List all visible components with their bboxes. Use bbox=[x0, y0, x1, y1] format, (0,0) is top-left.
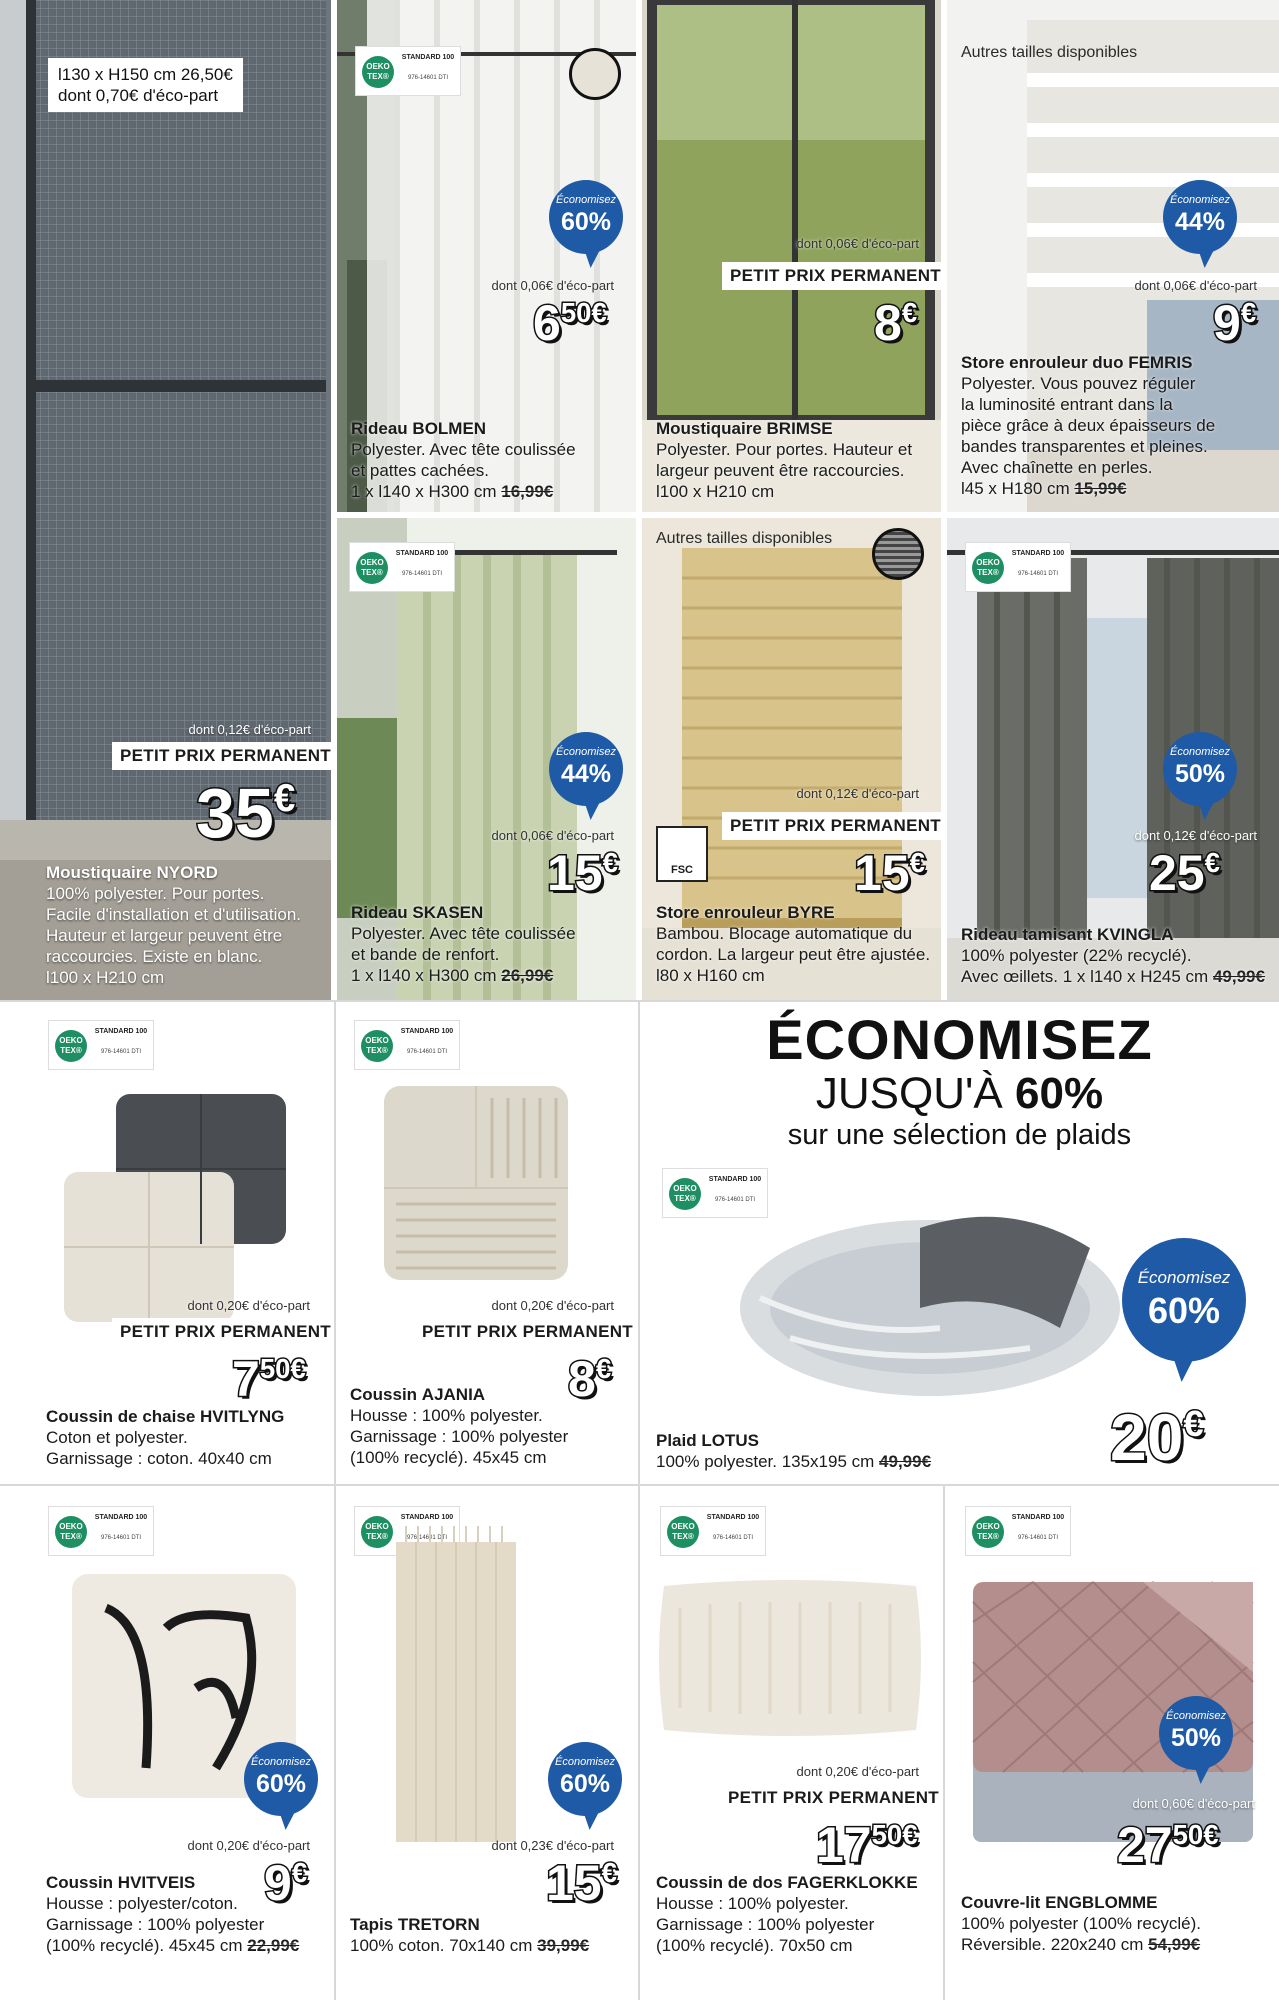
engblomme-price-main: 27 bbox=[1117, 1817, 1173, 1873]
nyord-dims: l100 x H210 cm bbox=[46, 968, 165, 987]
product-tile-bolmen[interactable] bbox=[337, 0, 636, 512]
promo-headline bbox=[640, 1010, 1279, 1152]
fagerklokke-eco-part: dont 0,20€ d'éco-part bbox=[796, 1764, 919, 1779]
fagerklokke-desc-1: Housse : 100% polyester. bbox=[656, 1894, 849, 1913]
product-tile-kvingla[interactable] bbox=[947, 518, 1279, 1000]
tretorn-discount-badge bbox=[548, 1742, 622, 1816]
kvingla-name-prefix: Rideau tamisant bbox=[961, 925, 1093, 944]
engblomme-name: ENGBLOMME bbox=[1045, 1893, 1158, 1912]
ajania-price-cents: € bbox=[595, 1353, 612, 1385]
skasen-eco-part: dont 0,06€ d'éco-part bbox=[491, 828, 614, 843]
femris-badge-value: 44% bbox=[1174, 208, 1226, 236]
femris-dims: l45 x H180 cm bbox=[961, 479, 1070, 498]
tretorn-name: TRETORN bbox=[397, 1915, 480, 1934]
oeko-logo-icon: OEKO TEX® bbox=[972, 552, 1004, 584]
oeko-code: 976-14601 DTI bbox=[406, 1535, 448, 1541]
oeko-code: 976-14601 DTI bbox=[100, 1535, 142, 1541]
tretorn-name-prefix: Tapis bbox=[350, 1915, 394, 1934]
nyord-desc-1: 100% polyester. Pour portes. bbox=[46, 884, 265, 903]
skasen-dims: 1 x l140 x H300 cm bbox=[351, 966, 497, 985]
fagerklokke-oeko-label bbox=[660, 1506, 766, 1556]
hvitveis-discount-badge bbox=[244, 1742, 318, 1816]
promo-line-1: ÉCONOMISEZ bbox=[766, 1008, 1153, 1071]
lotus-name: LOTUS bbox=[701, 1431, 759, 1450]
lotus-badge-value: 60% bbox=[1147, 1290, 1221, 1331]
engblomme-oeko-label bbox=[965, 1506, 1071, 1556]
hvitlyng-price-cents: 50€ bbox=[259, 1353, 306, 1385]
product-tile-fagerklokke[interactable] bbox=[640, 1486, 943, 2000]
bolmen-fabric-swatch bbox=[569, 48, 621, 100]
oeko-logo-icon: OEKO TEX® bbox=[669, 1178, 701, 1210]
product-tile-hvitlyng[interactable] bbox=[0, 1002, 334, 1484]
oeko-standard: STANDARD 100 bbox=[708, 1176, 762, 1183]
oeko-logo-icon: OEKO TEX® bbox=[55, 1516, 87, 1548]
femris-old-price: 15,99€ bbox=[1074, 479, 1127, 498]
nyord-price-cents: € bbox=[273, 776, 296, 820]
byre-eco-part: dont 0,12€ d'éco-part bbox=[796, 786, 919, 801]
tretorn-old-price: 39,99€ bbox=[537, 1936, 590, 1955]
brimse-price-main: 8 bbox=[874, 295, 902, 351]
skasen-desc-2: et bande de renfort. bbox=[351, 945, 500, 964]
promo-line-2a: JUSQU'À bbox=[815, 1069, 1016, 1118]
femris-description bbox=[961, 352, 1261, 499]
hvitveis-price-main: 9 bbox=[264, 1855, 292, 1911]
skasen-price bbox=[547, 845, 618, 901]
engblomme-discount-badge bbox=[1159, 1696, 1233, 1770]
byre-other-sizes: Autres tailles disponibles bbox=[656, 530, 833, 547]
byre-price-cents: € bbox=[909, 847, 925, 879]
femris-desc-1: Polyester. Vous pouvez réguler bbox=[961, 374, 1196, 393]
bolmen-desc-2: et pattes cachées. bbox=[351, 461, 489, 480]
kvingla-description bbox=[961, 924, 1277, 987]
bolmen-dims: 1 x l140 x H300 cm bbox=[351, 482, 497, 501]
product-tile-tretorn[interactable] bbox=[336, 1486, 638, 2000]
ajania-oeko-label bbox=[354, 1020, 460, 1070]
oeko-standard: STANDARD 100 bbox=[1011, 550, 1065, 557]
kvingla-old-price: 49,99€ bbox=[1212, 967, 1265, 986]
skasen-name: SKASEN bbox=[412, 903, 484, 922]
femris-price-main: 9 bbox=[1213, 295, 1241, 351]
badge-label: Économisez bbox=[1166, 1710, 1226, 1722]
bolmen-badge-value: 60% bbox=[560, 208, 612, 236]
hvitveis-oeko-label bbox=[48, 1506, 154, 1556]
oeko-standard: STANDARD 100 bbox=[706, 1514, 760, 1521]
brimse-eco-part: dont 0,06€ d'éco-part bbox=[796, 236, 919, 251]
hvitveis-desc-1: Housse : polyester/coton. bbox=[46, 1894, 238, 1913]
skasen-price-main: 15 bbox=[547, 845, 603, 901]
fagerklokke-price-cents: 50€ bbox=[871, 1819, 918, 1851]
hvitveis-old-price: 22,99€ bbox=[247, 1936, 300, 1955]
skasen-desc-1: Polyester. Avec tête coulissée bbox=[351, 924, 576, 943]
hvitveis-badge-value: 60% bbox=[255, 1770, 307, 1798]
brimse-description bbox=[656, 418, 936, 502]
oeko-code: 976-14601 DTI bbox=[1017, 571, 1059, 577]
engblomme-desc-2: Réversible. 220x240 cm bbox=[961, 1935, 1144, 1954]
nyord-name: NYORD bbox=[156, 863, 218, 882]
bolmen-description bbox=[351, 418, 631, 502]
oeko-logo-icon: OEKO TEX® bbox=[55, 1030, 87, 1062]
promo-line-3: sur une sélection de plaids bbox=[787, 1119, 1132, 1151]
oeko-standard: STANDARD 100 bbox=[1011, 1514, 1065, 1521]
nyord-alt-size-line: l130 x H150 cm 26,50€ bbox=[58, 65, 233, 84]
product-tile-nyord[interactable] bbox=[0, 0, 331, 1000]
fagerklokke-price bbox=[816, 1817, 918, 1873]
kvingla-badge-value: 50% bbox=[1174, 760, 1226, 788]
fagerklokke-description bbox=[656, 1872, 942, 1956]
byre-price-main: 15 bbox=[854, 845, 910, 901]
oeko-logo-icon: OEKO TEX® bbox=[356, 552, 388, 584]
femris-name: FEMRIS bbox=[1128, 353, 1193, 372]
femris-price bbox=[1213, 295, 1257, 351]
lotus-old-price: 49,99€ bbox=[879, 1452, 932, 1471]
tretorn-photo bbox=[376, 1526, 536, 1866]
byre-desc-2: cordon. La largeur peut être ajustée. bbox=[656, 945, 931, 964]
oeko-code: 976-14601 DTI bbox=[407, 75, 449, 81]
oeko-standard: STANDARD 100 bbox=[401, 54, 455, 61]
fagerklokke-name-prefix: Coussin de dos bbox=[656, 1873, 783, 1892]
ajania-name-prefix: Coussin bbox=[350, 1385, 418, 1404]
brimse-name: BRIMSE bbox=[766, 419, 833, 438]
oeko-logo-icon: OEKO TEX® bbox=[972, 1516, 1004, 1548]
hvitlyng-ppp-label: PETIT PRIX PERMANENT bbox=[112, 1318, 334, 1346]
bolmen-oeko-label bbox=[355, 46, 461, 96]
oeko-standard: STANDARD 100 bbox=[94, 1514, 148, 1521]
nyord-price-main: 35 bbox=[196, 774, 274, 852]
badge-label: Économisez bbox=[556, 194, 616, 206]
bolmen-discount-badge bbox=[549, 180, 623, 254]
bolmen-name-prefix: Rideau bbox=[351, 419, 408, 438]
lotus-price-cents: € bbox=[1183, 1402, 1204, 1444]
engblomme-badge-value: 50% bbox=[1170, 1724, 1222, 1752]
badge-label: Économisez bbox=[556, 746, 616, 758]
kvingla-desc-1: 100% polyester (22% recyclé). bbox=[961, 946, 1192, 965]
byre-description bbox=[656, 902, 941, 986]
nyord-description bbox=[46, 862, 326, 988]
bolmen-desc-1: Polyester. Avec tête coulissée bbox=[351, 440, 576, 459]
bolmen-price-main: 6 bbox=[533, 295, 561, 351]
hvitlyng-name: Coussin de chaise HVITLYNG bbox=[46, 1407, 285, 1426]
femris-other-sizes: Autres tailles disponibles bbox=[961, 44, 1138, 61]
byre-price bbox=[854, 845, 925, 901]
lotus-description bbox=[656, 1430, 1096, 1472]
nyord-desc-2: Facile d'installation et d'utilisation. bbox=[46, 905, 302, 924]
ajania-photo bbox=[376, 1078, 576, 1288]
oeko-code: 976-14601 DTI bbox=[100, 1049, 142, 1055]
product-tile-ajania[interactable] bbox=[336, 1002, 638, 1484]
skasen-price-cents: € bbox=[602, 847, 618, 879]
product-tile-hvitveis[interactable] bbox=[0, 1486, 334, 2000]
oeko-logo-icon: OEKO TEX® bbox=[361, 1516, 393, 1548]
nyord-desc-4: raccourcies. Existe en blanc. bbox=[46, 947, 263, 966]
oeko-code: 976-14601 DTI bbox=[1017, 1535, 1059, 1541]
product-tile-brimse[interactable] bbox=[642, 0, 941, 512]
promo-line-2b: 60% bbox=[1015, 1069, 1104, 1118]
femris-desc-3: pièce grâce à deux épaisseurs de bbox=[961, 416, 1216, 435]
kvingla-price bbox=[1149, 845, 1220, 901]
lotus-photo bbox=[730, 1188, 1160, 1408]
nyord-price bbox=[196, 774, 296, 852]
nyord-ppp-label: PETIT PRIX PERMANENT bbox=[112, 742, 331, 770]
hvitveis-name: HVITVEIS bbox=[117, 1873, 196, 1892]
fagerklokke-photo bbox=[650, 1568, 930, 1748]
hvitveis-name-prefix: Coussin bbox=[46, 1873, 114, 1892]
product-tile-byre[interactable] bbox=[642, 518, 941, 1000]
fsc-logo-icon: FSC bbox=[656, 826, 708, 882]
tretorn-price-main: 15 bbox=[546, 1855, 602, 1911]
product-tile-lotus[interactable] bbox=[640, 1160, 1279, 1484]
hvitlyng-desc-1: Coton et polyester. bbox=[46, 1428, 188, 1447]
femris-discount-badge bbox=[1163, 180, 1237, 254]
ajania-name: AJANIA bbox=[421, 1385, 486, 1404]
lotus-discount-badge bbox=[1122, 1238, 1246, 1362]
tretorn-badge-value: 60% bbox=[559, 1770, 611, 1798]
oeko-standard: STANDARD 100 bbox=[395, 550, 449, 557]
oeko-logo-icon: OEKO TEX® bbox=[667, 1516, 699, 1548]
fagerklokke-desc-2: Garnissage : 100% polyester bbox=[656, 1915, 875, 1934]
engblomme-desc-1: 100% polyester (100% recyclé). bbox=[961, 1914, 1202, 1933]
femris-desc-4: bandes transparentes et pleines. bbox=[961, 437, 1208, 456]
nyord-name-prefix: Moustiquaire bbox=[46, 863, 152, 882]
byre-name: BYRE bbox=[787, 903, 835, 922]
brimse-dims: l100 x H210 cm bbox=[656, 482, 775, 501]
badge-label: Économisez bbox=[1137, 1268, 1231, 1287]
oeko-code: 976-14601 DTI bbox=[714, 1197, 756, 1203]
engblomme-old-price: 54,99€ bbox=[1148, 1935, 1201, 1954]
oeko-code: 976-14601 DTI bbox=[406, 1049, 448, 1055]
hvitlyng-eco-part: dont 0,20€ d'éco-part bbox=[187, 1298, 310, 1313]
bolmen-old-price: 16,99€ bbox=[501, 482, 554, 501]
nyord-desc-3: Hauteur et largeur peuvent être bbox=[46, 926, 283, 945]
engblomme-price bbox=[1117, 1817, 1219, 1873]
brimse-price bbox=[874, 295, 918, 351]
femris-desc-2: la luminosité entrant dans la bbox=[961, 395, 1173, 414]
femris-eco-part: dont 0,06€ d'éco-part bbox=[1134, 278, 1257, 293]
oeko-code: 976-14601 DTI bbox=[712, 1535, 754, 1541]
oeko-code: 976-14601 DTI bbox=[401, 571, 443, 577]
skasen-badge-value: 44% bbox=[560, 760, 612, 788]
byre-material-swatch bbox=[872, 528, 924, 580]
tretorn-description bbox=[350, 1914, 636, 1956]
kvingla-discount-badge bbox=[1163, 732, 1237, 806]
hvitveis-eco-part: dont 0,20€ d'éco-part bbox=[187, 1838, 310, 1853]
hvitveis-price-cents: € bbox=[291, 1857, 308, 1889]
skasen-discount-badge bbox=[549, 732, 623, 806]
ajania-desc-2: Garnissage : 100% polyester bbox=[350, 1427, 569, 1446]
hvitveis-desc-3: (100% recyclé). 45x45 cm bbox=[46, 1936, 243, 1955]
ajania-desc-1: Housse : 100% polyester. bbox=[350, 1406, 543, 1425]
brimse-name-prefix: Moustiquaire bbox=[656, 419, 762, 438]
byre-dims: l80 x H160 cm bbox=[656, 966, 765, 985]
femris-price-cents: € bbox=[1240, 297, 1257, 329]
oeko-standard: STANDARD 100 bbox=[400, 1028, 454, 1035]
kvingla-eco-part: dont 0,12€ d'éco-part bbox=[1134, 828, 1257, 843]
bolmen-eco-part: dont 0,06€ d'éco-part bbox=[491, 278, 614, 293]
badge-label: Économisez bbox=[251, 1756, 311, 1768]
hvitlyng-oeko-label bbox=[48, 1020, 154, 1070]
fagerklokke-price-main: 17 bbox=[816, 1817, 872, 1873]
kvingla-name: KVINGLA bbox=[1097, 925, 1174, 944]
byre-name-prefix: Store enrouleur bbox=[656, 903, 783, 922]
nyord-photo bbox=[0, 0, 331, 1000]
product-tile-femris[interactable] bbox=[947, 0, 1279, 512]
product-tile-skasen[interactable] bbox=[337, 518, 636, 1000]
femris-name-prefix: Store enrouleur duo bbox=[961, 353, 1124, 372]
brimse-ppp-label: PETIT PRIX PERMANENT bbox=[722, 262, 941, 290]
brimse-desc-1: Polyester. Pour portes. Hauteur et bbox=[656, 440, 913, 459]
skasen-name-prefix: Rideau bbox=[351, 903, 408, 922]
tretorn-desc-1: 100% coton. 70x140 cm bbox=[350, 1936, 533, 1955]
fagerklokke-name: FAGERKLOKKE bbox=[787, 1873, 918, 1892]
badge-label: Économisez bbox=[1170, 194, 1230, 206]
kvingla-oeko-label bbox=[965, 542, 1071, 592]
fagerklokke-ppp-label: PETIT PRIX PERMANENT bbox=[720, 1784, 943, 1812]
tretorn-eco-part: dont 0,23€ d'éco-part bbox=[491, 1838, 614, 1853]
byre-desc-1: Bambou. Blocage automatique du bbox=[656, 924, 913, 943]
lotus-desc-1: 100% polyester. 135x195 cm bbox=[656, 1452, 875, 1471]
nyord-eco-part: dont 0,12€ d'éco-part bbox=[188, 722, 311, 737]
lotus-price-main: 20 bbox=[1110, 1400, 1184, 1474]
bolmen-price bbox=[533, 295, 607, 351]
ajania-ppp-label: PETIT PRIX PERMANENT bbox=[414, 1318, 638, 1346]
femris-desc-5: Avec chaînette en perles. bbox=[961, 458, 1153, 477]
hvitlyng-description bbox=[46, 1406, 330, 1469]
skasen-oeko-label bbox=[349, 542, 455, 592]
oeko-standard: STANDARD 100 bbox=[94, 1028, 148, 1035]
product-tile-engblomme[interactable] bbox=[945, 1486, 1279, 2000]
tretorn-price-cents: € bbox=[601, 1857, 617, 1889]
hvitlyng-price bbox=[232, 1351, 306, 1407]
skasen-old-price: 26,99€ bbox=[501, 966, 554, 985]
tretorn-price bbox=[546, 1855, 617, 1911]
oeko-standard: STANDARD 100 bbox=[400, 1514, 454, 1521]
hvitlyng-desc-2: Garnissage : coton. 40x40 cm bbox=[46, 1449, 272, 1468]
nyord-alt-size-box bbox=[48, 58, 243, 112]
ajania-eco-part: dont 0,20€ d'éco-part bbox=[491, 1298, 614, 1313]
fagerklokke-desc-3: (100% recyclé). 70x50 cm bbox=[656, 1936, 853, 1955]
engblomme-description bbox=[961, 1892, 1277, 1955]
oeko-logo-icon: OEKO TEX® bbox=[362, 56, 394, 88]
hvitveis-desc-2: Garnissage : 100% polyester bbox=[46, 1915, 265, 1934]
engblomme-price-cents: 50€ bbox=[1172, 1819, 1219, 1851]
ajania-price-main: 8 bbox=[568, 1351, 596, 1407]
engblomme-name-prefix: Couvre-lit bbox=[961, 1893, 1041, 1912]
kvingla-desc-2: Avec œillets. 1 x l140 x H245 cm bbox=[961, 967, 1209, 986]
badge-label: Économisez bbox=[555, 1756, 615, 1768]
kvingla-price-main: 25 bbox=[1149, 845, 1205, 901]
lotus-name-prefix: Plaid bbox=[656, 1431, 697, 1450]
brimse-desc-2: largeur peuvent être raccourcies. bbox=[656, 461, 905, 480]
nyord-alt-size-eco: dont 0,70€ d'éco-part bbox=[58, 86, 219, 105]
bolmen-name: BOLMEN bbox=[412, 419, 487, 438]
byre-ppp-label: PETIT PRIX PERMANENT bbox=[722, 812, 941, 840]
brimse-price-cents: € bbox=[901, 297, 918, 329]
skasen-description bbox=[351, 902, 631, 986]
oeko-logo-icon: OEKO TEX® bbox=[361, 1030, 393, 1062]
kvingla-price-cents: € bbox=[1204, 847, 1220, 879]
lotus-price bbox=[1110, 1400, 1204, 1474]
bolmen-price-cents: 50€ bbox=[560, 297, 607, 329]
badge-label: Économisez bbox=[1170, 746, 1230, 758]
engblomme-eco-part: dont 0,60€ d'éco-part bbox=[1132, 1796, 1255, 1811]
hvitveis-description bbox=[46, 1872, 334, 1956]
ajania-description bbox=[350, 1384, 634, 1468]
ajania-desc-3: (100% recyclé). 45x45 cm bbox=[350, 1448, 547, 1467]
hvitlyng-photo bbox=[40, 1082, 300, 1332]
hvitlyng-price-main: 7 bbox=[232, 1351, 260, 1407]
